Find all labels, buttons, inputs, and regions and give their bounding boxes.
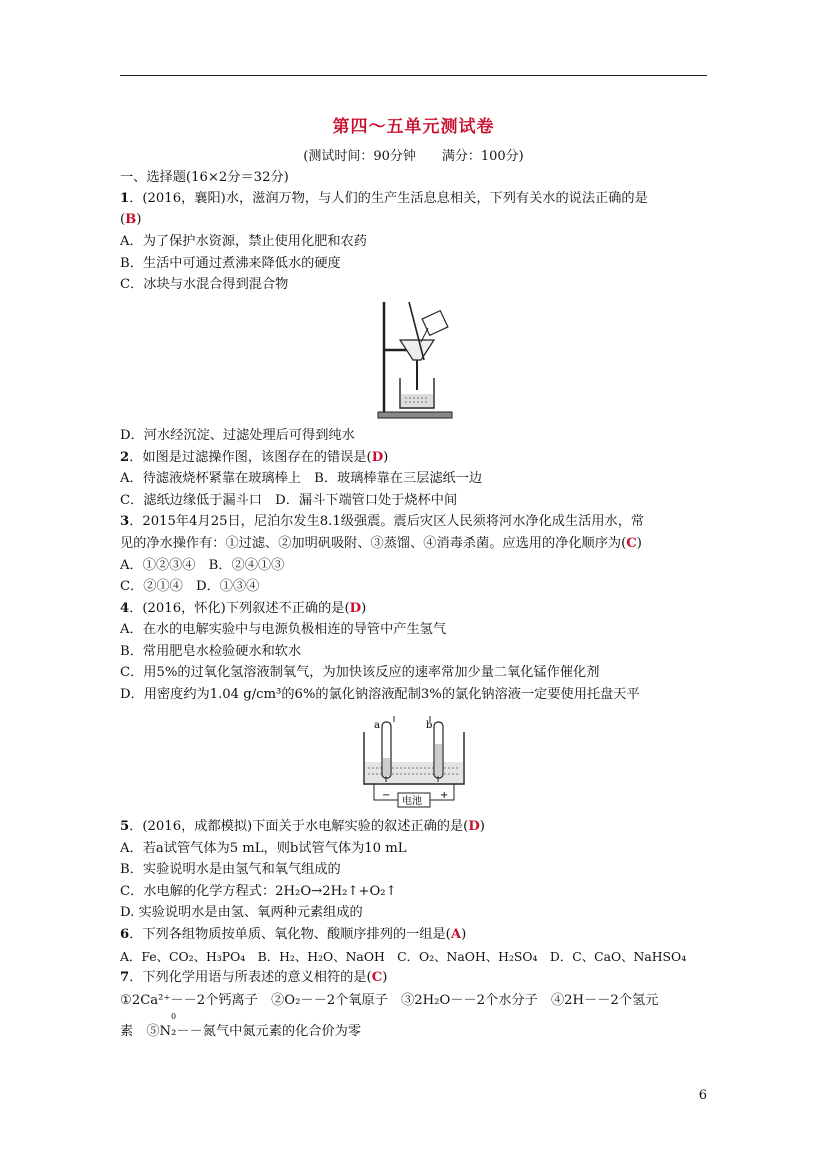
section-heading: 一、选择题(16×2分＝32分) <box>120 170 289 185</box>
question-text: ．(2016，襄阳)水，滋润万物，与人们的生产生活息息相关，下列有关水的说法正确的是 <box>129 191 648 206</box>
paren-close: ) <box>461 927 467 942</box>
answer-letter: D <box>468 819 480 834</box>
tube-a-label: a <box>374 720 380 731</box>
question-3-cont <box>120 535 642 553</box>
answer-letter: D <box>349 601 362 616</box>
plus-sign: + <box>440 790 449 801</box>
option-a: A．在水的电解实验中与电源负极相连的导管中产生氢气 <box>120 622 447 637</box>
paren-close: ) <box>136 212 142 227</box>
option-d: D. 实验说明水是由氢、氧两种元素组成的 <box>120 905 363 920</box>
question-number: 6 <box>120 927 130 942</box>
question-number: 1 <box>120 191 130 206</box>
question-1-answer <box>120 211 141 229</box>
question-1 <box>120 190 648 208</box>
question-number: 2 <box>120 450 130 465</box>
question-text: 见的净水操作有：①过滤、②加明矾吸附、③蒸馏、④消毒杀菌。应选用的净化顺序为( <box>120 536 627 551</box>
question-number: 7 <box>120 970 130 985</box>
answer-letter: B <box>125 212 137 227</box>
question-text: ．下列化学用语与所表述的意义相符的是( <box>129 970 372 985</box>
question-number: 3 <box>120 514 130 529</box>
answer-letter: D <box>371 450 384 465</box>
option-c: C．水电解的化学方程式：2H₂O→2H₂↑+O₂↑ <box>120 884 397 899</box>
electrolysis-diagram <box>360 712 468 812</box>
question-5 <box>120 818 485 836</box>
paren-close: ) <box>479 819 485 834</box>
option-a: A．若a试管气体为5 mL，则b试管气体为10 mL <box>120 841 407 856</box>
question-3 <box>120 513 644 531</box>
answer-letter: A <box>450 927 462 942</box>
option-line: 素 ⑤N₂－－氮气中氮元素的化合价为零 <box>120 1024 362 1039</box>
question-text: ．(2016，成都模拟)下面关于水电解实验的叙述正确的是( <box>129 819 469 834</box>
option-line: A．Fe、CO₂、H₃PO₄ B．H₂、H₂O、NaOH C．O₂、NaOH、H₂SO₄ D．C、CaO、NaHSO₄ <box>120 949 687 964</box>
option-line: C．滤纸边缘低于漏斗口 D．漏斗下端管口处于烧杯中间 <box>120 493 458 508</box>
battery-label: 电池 <box>402 796 422 807</box>
option-b: B．常用肥皂水检验硬水和软水 <box>120 644 302 659</box>
question-text: ．(2016，怀化)下列叙述不正确的是( <box>129 601 350 616</box>
filtration-diagram <box>372 298 462 422</box>
question-text: ．2015年4月25日，尼泊尔发生8.1级强震。震后灾区人民须将河水净化成生活用水，常 <box>129 514 645 529</box>
paren-close: ) <box>383 450 389 465</box>
page-number: 6 <box>698 1088 707 1103</box>
header-rule <box>120 75 707 76</box>
paren-close: ) <box>382 970 388 985</box>
paren-open: ( <box>120 212 126 227</box>
option-d: D．河水经沉淀、过滤处理后可得到纯水 <box>120 428 355 443</box>
question-text: ．下列各组物质按单质、氧化物、酸顺序排列的一组是( <box>129 927 451 942</box>
paren-close: ) <box>636 536 642 551</box>
option-c: C．冰块与水混合得到混合物 <box>120 277 289 292</box>
valence-zero: 0 <box>171 1012 177 1021</box>
option-b: B．实验说明水是由氢气和氧气组成的 <box>120 862 341 877</box>
option-d: D．用密度约为1.04 g/cm³的6%的氯化钠溶液配制3%的氯化钠溶液一定要使用托盘天平 <box>120 687 640 702</box>
option-line: ①2Ca²⁺－－2个钙离子 ②O₂－－2个氧原子 ③2H₂O－－2个水分子 ④2H－－2个氢元 <box>120 993 659 1008</box>
question-2 <box>120 449 388 467</box>
option-b: B．生活中可通过煮沸来降低水的硬度 <box>120 256 341 271</box>
question-7 <box>120 969 387 987</box>
answer-letter: C <box>626 536 637 551</box>
option-c: C．用5%的过氧化氢溶液制氧气，为加快该反应的速率常加少量二氧化锰作催化剂 <box>120 665 600 680</box>
paren-close: ) <box>361 601 367 616</box>
option-line: A．待滤液烧杯紧靠在玻璃棒上 B．玻璃棒靠在三层滤纸一边 <box>120 471 483 486</box>
option-line: C．②①④ D．①③④ <box>120 579 260 594</box>
question-text: ．如图是过滤操作图，该图存在的错误是( <box>129 450 372 465</box>
tube-b-label: b <box>426 720 433 731</box>
option-a: A．为了保护水资源，禁止使用化肥和农药 <box>120 234 367 249</box>
question-number: 5 <box>120 819 130 834</box>
question-number: 4 <box>120 601 130 616</box>
question-6 <box>120 926 466 944</box>
option-line: A．①②③④ B．②④①③ <box>120 558 285 573</box>
minus-sign: − <box>382 790 391 801</box>
page-subtitle: (测试时间：90分钟 满分：100分) <box>303 149 524 164</box>
answer-letter: C <box>371 970 383 985</box>
question-4 <box>120 600 366 618</box>
page-title: 第四～五单元测试卷 <box>332 117 495 137</box>
